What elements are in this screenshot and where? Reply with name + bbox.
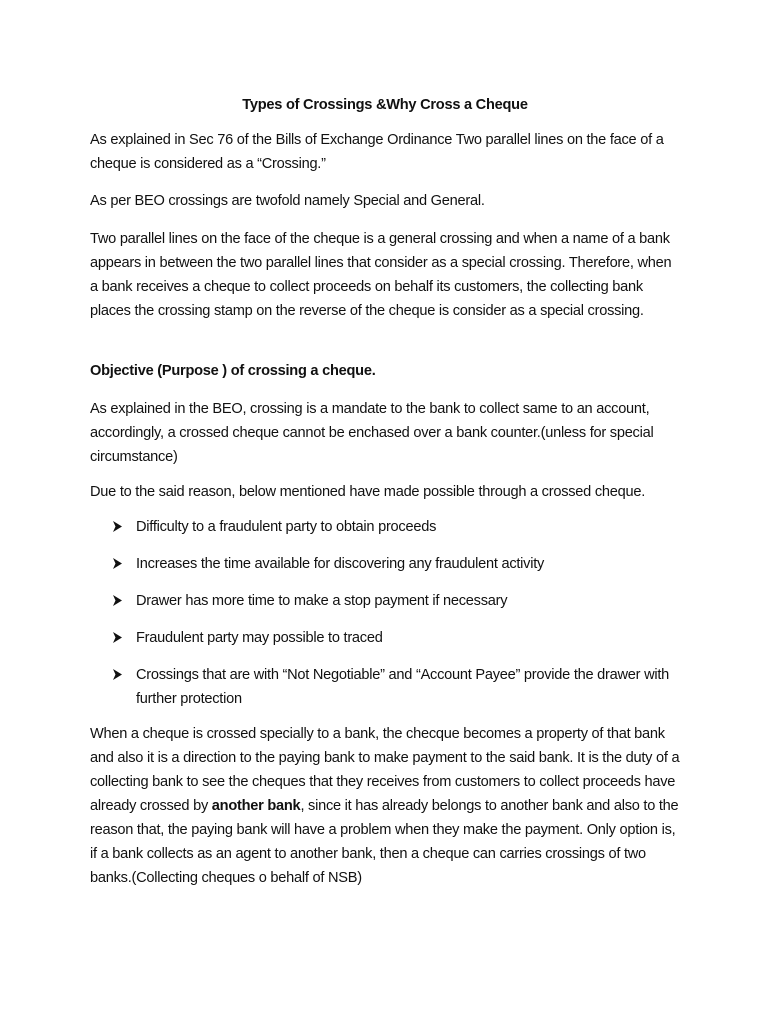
list-item — [112, 626, 672, 650]
arrow-bullet-icon — [112, 589, 136, 613]
arrow-bullet-icon — [112, 663, 136, 711]
paragraph-special-crossing-part2: , since it has already belongs to another bank and also to the reason that, the paying bank will have a problem when they make the payment. Only option is, if a bank collects as an agent to another bank, then a cheque can carries crossings of two banks.(Collecting cheques o behalf of NSB) — [90, 798, 679, 886]
list-item-text: Drawer has more time to make a stop payment if necessary — [136, 593, 508, 609]
paragraph-beo-twofold: As per BEO crossings are twofold namely Special and General. — [90, 193, 485, 209]
paragraph-special-crossing-part1: When a cheque is crossed specially to a bank, the checque becomes a property of that bank and also it is a direction to the paying bank to make payment to the said bank. It is the duty of a collecting bank to see the cheques that they receives from customers to collect proceeds have already crossed by — [90, 726, 680, 814]
objective-heading: Objective (Purpose ) of crossing a cheque. — [90, 363, 376, 379]
paragraph-general-special: Two parallel lines on the face of the cheque is a general crossing and when a name of a bank appears in between the two parallel lines that consider as a special crossing. Therefore, when a bank receives a cheque to collect proceeds on behalf its customers, the collecting bank places the crossing stamp on the reverse of the cheque is consider as a special crossing. — [90, 231, 672, 319]
arrow-bullet-icon — [112, 626, 136, 650]
another-bank-emphasis: another bank — [211, 798, 301, 814]
arrow-bullet-icon — [112, 552, 136, 576]
paragraph-mandate: As explained in the BEO, crossing is a mandate to the bank to collect same to an account, accordingly, a crossed cheque cannot be enchased over a bank counter.(unless for special circumstance) — [90, 401, 654, 465]
list-item — [112, 663, 672, 711]
list-item-text: Difficulty to a fraudulent party to obtain proceeds — [136, 519, 437, 535]
document-title: Types of Crossings &Why Cross a Cheque — [242, 97, 528, 113]
list-item — [112, 589, 672, 613]
paragraph-said-reason: Due to the said reason, below mentioned have made possible through a crossed cheque. — [90, 484, 646, 500]
arrow-bullet-icon — [112, 515, 136, 539]
list-item-text: Crossings that are with “Not Negotiable” and “Account Payee” provide the drawer with further protection — [136, 667, 670, 707]
paragraph-special-crossing — [90, 722, 680, 890]
list-item-text: Increases the time available for discovering any fraudulent activity — [136, 556, 545, 572]
list-item — [112, 515, 672, 539]
paragraph-sec76: As explained in Sec 76 of the Bills of Exchange Ordinance Two parallel lines on the face of a cheque is considered as a “Crossing.” — [90, 132, 664, 172]
list-item-text: Fraudulent party may possible to traced — [136, 630, 383, 646]
list-item — [112, 552, 672, 576]
